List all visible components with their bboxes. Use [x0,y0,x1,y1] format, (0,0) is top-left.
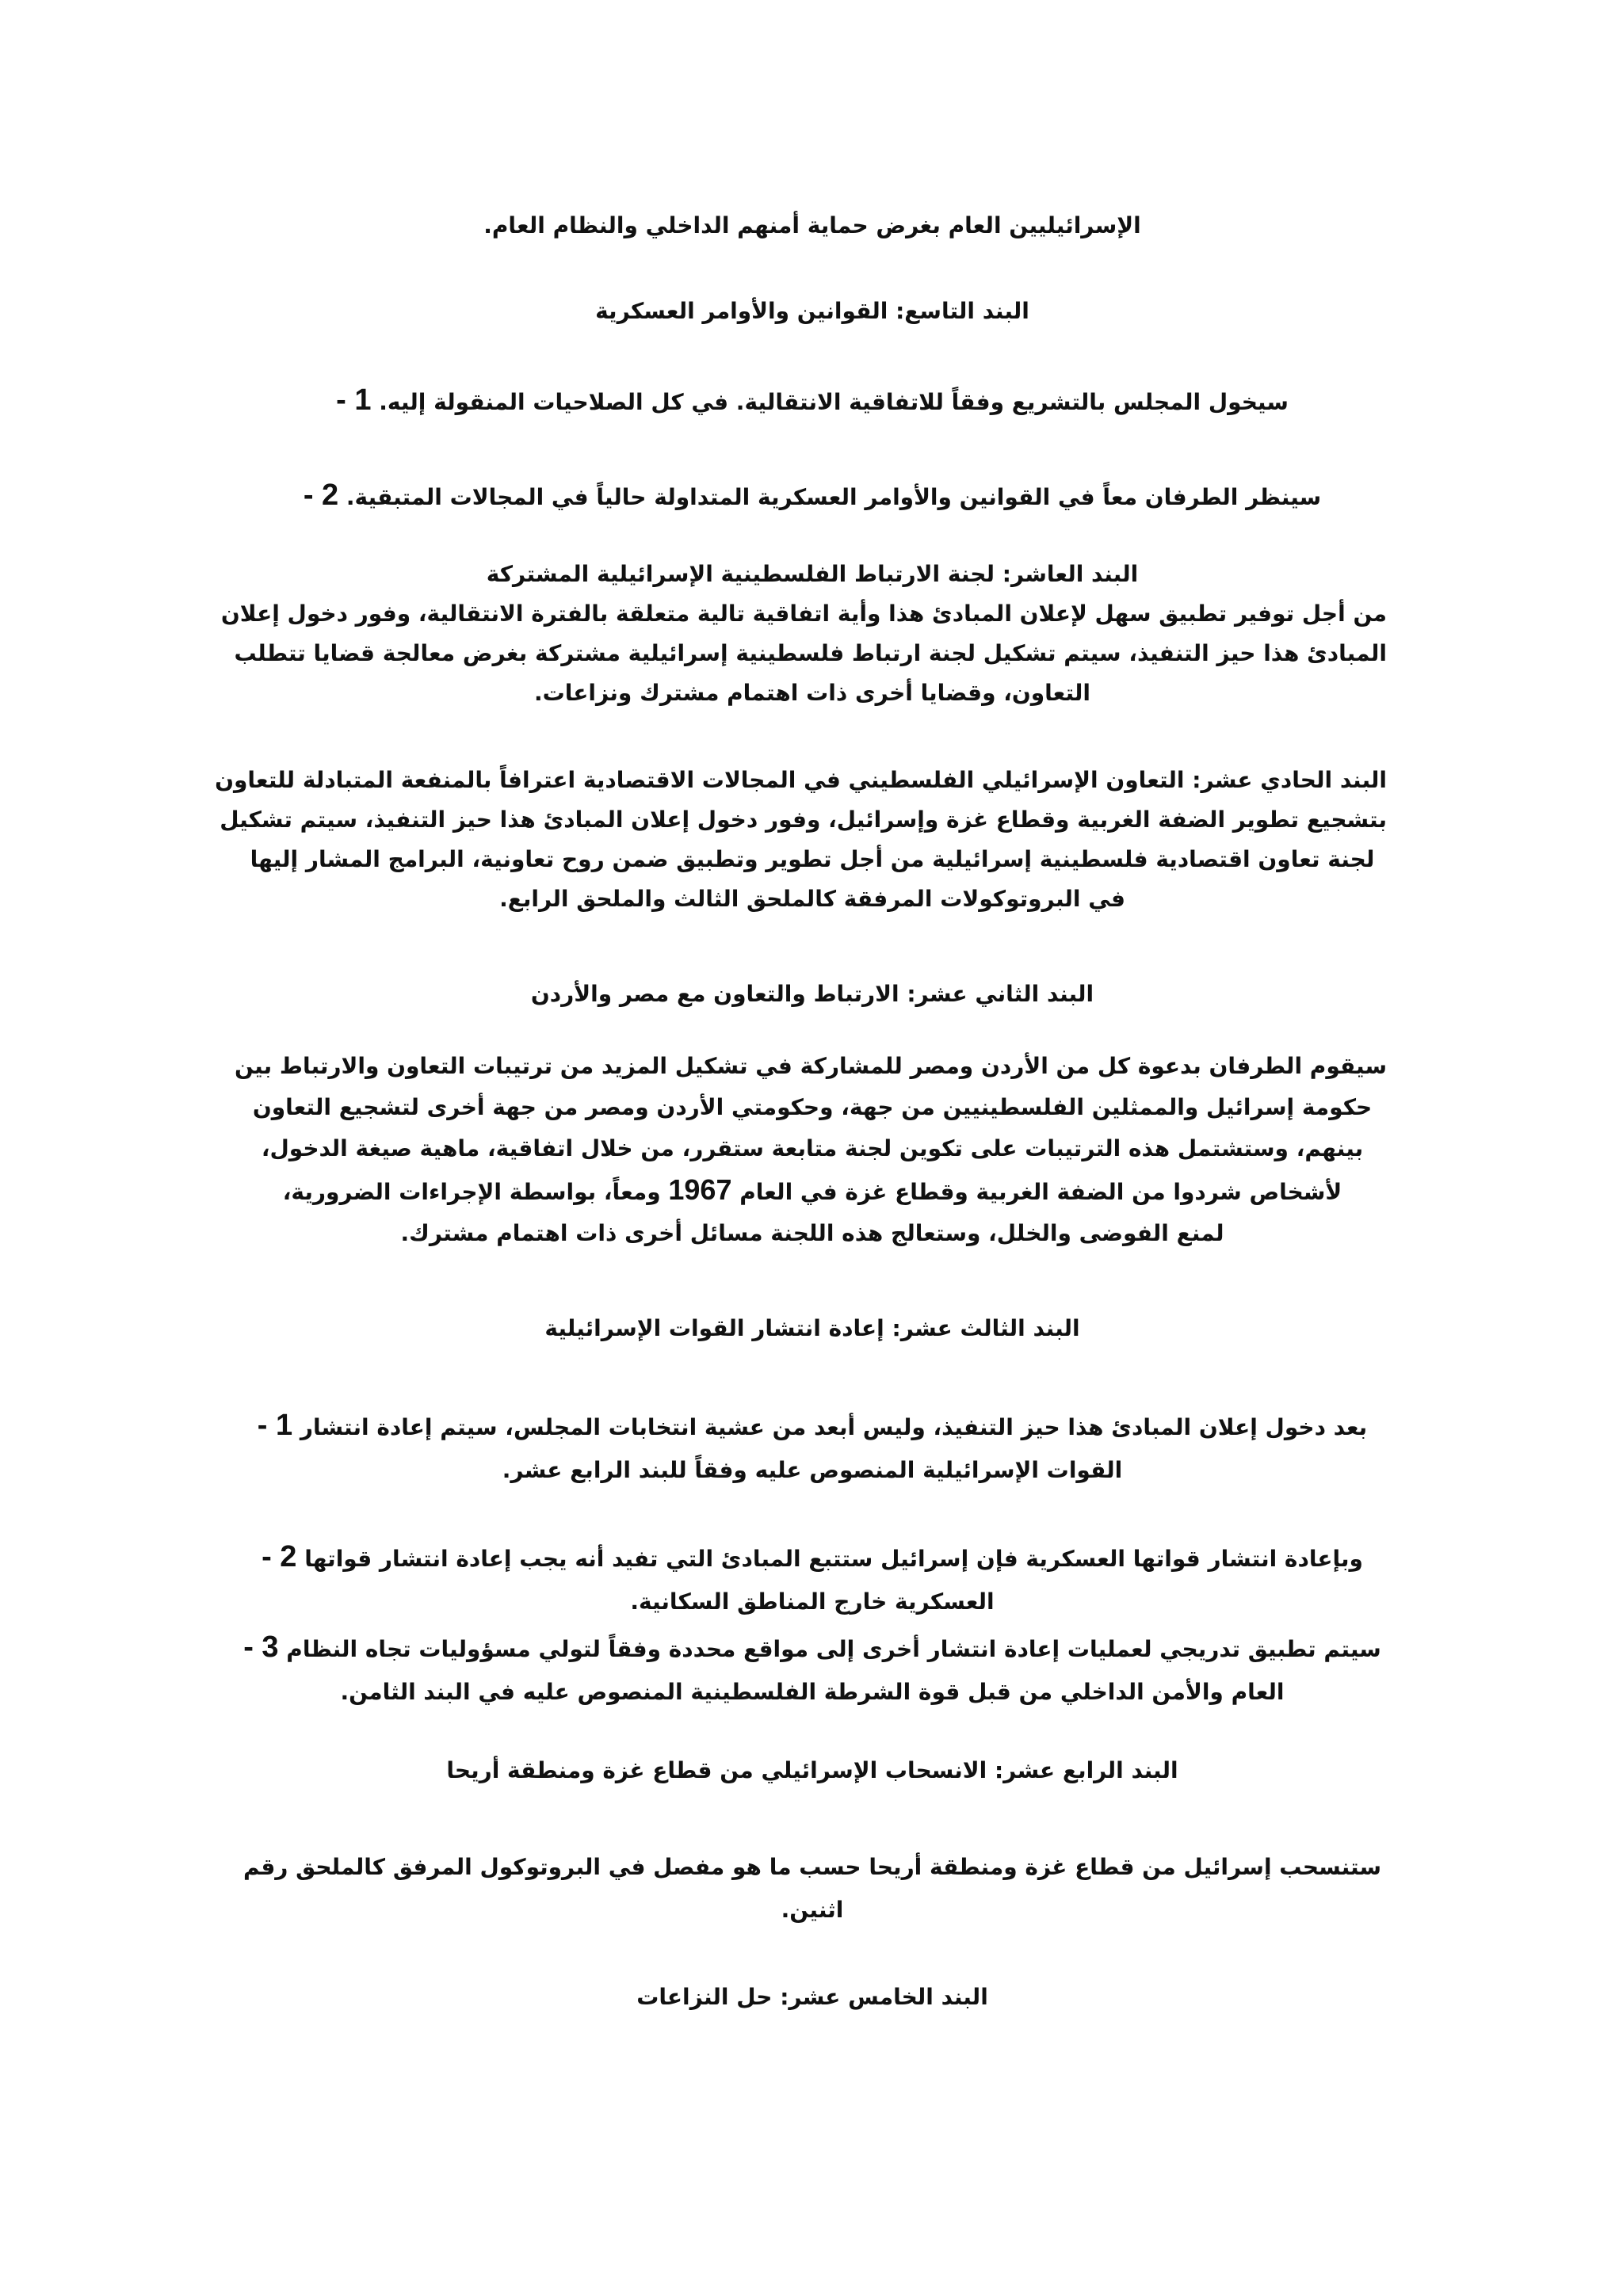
article-12-body [234,1046,1387,1254]
article-11-line: البند الحادي عشر: التعاون الإسرائيلي الفلسطيني في المجالات الاقتصادية اعترافاً بالمنفعة المتبادلة للتعاون [215,767,1387,793]
article-10-heading: البند العاشر: لجنة الارتباط الفلسطينية الإسرائيلية المشتركة [486,561,1139,587]
paragraph-text: القوات الإسرائيلية المنصوص عليه وفقاً للبند الرابع عشر. [502,1457,1123,1483]
article-11-line: بتشجيع تطوير الضفة الغربية وقطاع غزة وإسرائيل، وفور دخول إعلان المبادئ هذا حيز التنفيذ، سيتم تشكيل [220,807,1387,833]
article-12-line: لأشخاص شردوا من الضفة الغربية وقطاع غزة في العام 1967 ومعاً، بواسطة الإجراءات الضرورية، [282,1173,1342,1206]
article-14-heading: البند الرابع عشر: الانسحاب الإسرائيلي من قطاع غزة ومنطقة أريحا [446,1757,1178,1783]
article-10-line: المبادئ هذا حيز التنفيذ، سيتم تشكيل لجنة ارتباط فلسطينية إسرائيلية مشتركة بغرض معالجة قضايا تتطلب [234,640,1387,666]
article-13-heading: البند الثالث عشر: إعادة انتشار القوات الإسرائيلية [544,1315,1080,1341]
paragraph-text: سيتم تطبيق تدريجي لعمليات إعادة انتشار أخرى إلى مواقع محددة وفقاً لتولي مسؤوليات تجاه النظام [286,1636,1381,1662]
article-12-line: حكومة إسرائيل والممثلين الفلسطينيين من جهة، وحكومتي الأردن ومصر من جهة أخرى لتشجيع التعاون [252,1094,1373,1120]
article-14-line: ستنسحب إسرائيل من قطاع غزة ومنطقة أريحا حسب ما هو مفصل في البروتوكول المرفق كالملحق رقم [242,1854,1381,1880]
article-12-heading: البند الثاني عشر: الارتباط والتعاون مع مصر والأردن [530,981,1094,1007]
article-12-line: لمنع الفوضى والخلل، وستعالج هذه اللجنة مسائل أخرى ذات اهتمام مشترك. [400,1220,1224,1246]
article-14-line: اثنين. [781,1897,844,1923]
article-11-line: في البروتوكولات المرفقة كالملحق الثالث والملحق الرابع. [499,886,1125,912]
paragraph-text: بعد دخول إعلان المبادئ هذا حيز التنفيذ، وليس أبعد من عشية انتخابات المجلس، سيتم إعادة انتشار [300,1414,1368,1440]
article-13-paragraph-3 [238,1626,1387,1714]
article-11 [215,761,1387,919]
article-11-line: لجنة تعاون اقتصادية فلسطينية إسرائيلية من أجل تطوير وتطبيق ضمن روح تعاونية، البرامج المشار إليها [250,846,1375,872]
paragraph-text: العام والأمن الداخلي من قبل قوة الشرطة الفلسطينية المنصوص عليه في البند الثامن. [340,1679,1285,1705]
paragraph-text: سيخول المجلس بالتشريع وفقاً للاتفاقية الانتقالية. في كل الصلاحيات المنقولة إليه. [379,389,1289,415]
article-10-line: من أجل توفير تطبيق سهل لإعلان المبادئ هذا وأية اتفاقية تالية متعلقة بالفترة الانتقالية، وفور دخول إعلان [220,601,1387,627]
paragraph-number: 2 - [262,1540,297,1573]
article-12-line: سيقوم الطرفان بدعوة كل من الأردن ومصر للمشاركة في تشكيل المزيد من ترتيبات التعاون والارتباط بين [234,1053,1387,1079]
article-10-line: التعاون، وقضايا أخرى ذات اهتمام مشترك ونزاعات. [533,680,1091,706]
paragraph-text: وبإعادة انتشار قواتها العسكرية فإن إسرائيل ستتبع المبادئ التي تفيد أنه يجب إعادة انتشار قواتها [304,1546,1363,1572]
article-15-heading: البند الخامس عشر: حل النزاعات [636,1984,988,2010]
article-14-body [238,1846,1387,1932]
paragraph-number: 3 - [243,1630,279,1664]
article-9-paragraph-1 [238,380,1387,422]
paragraph-text: العسكرية خارج المناطق السكانية. [630,1589,995,1615]
paragraph-number: 1 - [257,1409,293,1442]
article-9-paragraph-2 [238,475,1387,517]
article-9-heading: البند التاسع: القوانين والأوامر العسكرية [595,298,1029,324]
article-13-paragraph-2 [238,1535,1387,1623]
article-10 [220,555,1387,713]
year-number: 1967 [668,1173,732,1206]
paragraph-text: سينظر الطرفان معاً في القوانين والأوامر العسكرية المتداولة حالياً في المجالات المتبقية. [346,484,1322,510]
paragraph-number: 1 - [336,383,372,417]
article-13-paragraph-1 [238,1404,1387,1492]
article-12-line: بينهم، وستشتمل هذه الترتيبات على تكوين لجنة متابعة ستقرر، من خلال اتفاقية، ماهية صيغة الدخول، [261,1135,1364,1161]
paragraph-number: 2 - [303,479,339,512]
continuation-line: الإسرائيليين العام بغرض حماية أمنهم الداخلي والنظام العام. [483,212,1141,238]
